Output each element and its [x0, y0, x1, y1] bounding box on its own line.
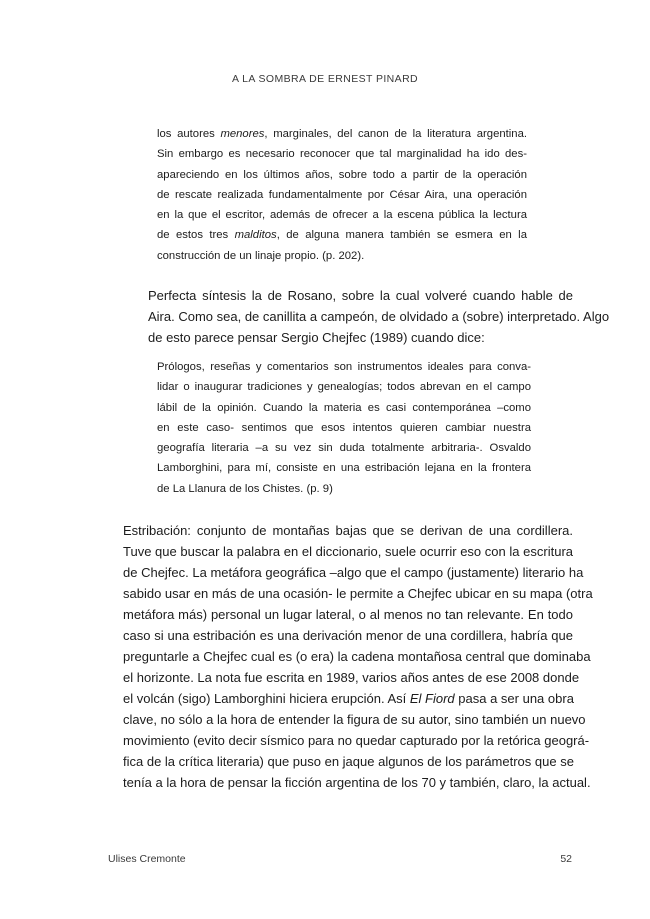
text-run: Sin embargo es necesario reconocer que tal marginalidad ha ido des-: [157, 148, 527, 161]
footer-page-number: 52: [560, 853, 572, 865]
text-line: [157, 144, 527, 164]
text-run: de estos tres: [157, 229, 235, 242]
text-line: [157, 185, 527, 205]
text-run: Aira. Como sea, de canillita a campeón, de olvidado a (sobre) interpretado. Algo: [148, 309, 610, 324]
text-run: el volcán (sigo) Lamborghini hiciera erupción. Así: [123, 691, 410, 706]
text-line: [108, 625, 573, 646]
text-run: los autores: [157, 128, 221, 140]
text-line: [108, 688, 573, 709]
italic-term: malditos: [234, 229, 277, 242]
text-run: movimiento (evito decir sísmico para no quedar capturado por la retórica geográ-: [123, 733, 590, 748]
text-line: [108, 751, 573, 772]
text-line: [108, 667, 580, 688]
text-line: [108, 541, 573, 562]
text-run: metáfora más) personal un lugar lateral, o al menos no tan relevante. En todo: [123, 607, 573, 622]
text-run: de Chejfec. La metáfora geográfica –algo que el campo (justamente) literario ha: [123, 565, 584, 580]
text-line: [108, 562, 584, 583]
text-line: [108, 306, 610, 327]
text-run: , marginales, del canon de la literatura argentina.: [264, 128, 527, 140]
text-line: [108, 583, 593, 604]
italic-term: menores: [220, 128, 265, 140]
text-line: [157, 165, 527, 185]
text-line: [157, 418, 531, 438]
text-run: , de alguna manera también se esmera en la: [276, 229, 527, 242]
text-run: de rescate realizada fundamentalmente por César Aira, una operación: [157, 188, 527, 201]
running-header: A LA SOMBRA DE ERNEST PINARD: [231, 73, 419, 85]
text-run: Tuve que buscar la palabra en el diccionario, suele ocurrir eso con la escritura: [123, 544, 573, 559]
italic-term: El Fiord: [409, 691, 455, 706]
text-line: [108, 646, 591, 667]
text-run: en la que el escritor, además de ofrecer a la escena pública la lectura: [157, 209, 527, 222]
text-run: pasa a ser una obra: [454, 691, 574, 706]
text-line: [157, 246, 527, 266]
text-run: Perfecta síntesis la de Rosano, sobre la cual volveré cuando hable de: [148, 288, 573, 303]
text-run: Estribación: conjunto de montañas bajas que se derivan de una cordillera.: [123, 523, 573, 538]
text-line: [157, 124, 527, 144]
text-line: [157, 458, 531, 478]
text-line: [157, 377, 531, 397]
text-run: en este caso- sentimos que esos intentos quieren cambiar nuestra: [157, 421, 531, 434]
text-run: fica de la crítica literaria) que puso en jaque algunos de los parámetros que se: [123, 754, 574, 769]
text-run: apareciendo en los últimos años, sobre todo a partir de la operación: [157, 168, 527, 181]
text-line: [108, 709, 586, 730]
paragraph-rosano-synthesis: [108, 285, 610, 348]
text-line: [157, 438, 531, 458]
text-run: clave, no sólo a la hora de entender la figura de su autor, sino también un nuevo: [123, 712, 586, 727]
text-line: [108, 285, 573, 306]
text-line: [157, 225, 527, 245]
text-run: Lamborghini, para mí, consiste en una estribación lejana en la frontera: [157, 462, 531, 475]
paragraph-estribacion: [108, 520, 593, 793]
text-line: [157, 398, 531, 418]
text-run: el horizonte. La nota fue escrita en 1989, varios años antes de ese 2008 donde: [123, 670, 580, 685]
text-run: lidar o inaugurar tradiciones y genealogías; todos abrevan en el campo: [157, 381, 531, 394]
text-line: [157, 479, 531, 499]
text-line: [108, 520, 573, 541]
text-line: [108, 327, 573, 348]
text-run: Prólogos, reseñas y comentarios son instrumentos ideales para conva-: [157, 361, 531, 373]
block-quote-chejfec: [157, 357, 531, 499]
text-run: lábil de la opinión. Cuando la materia es casi contemporánea –como: [157, 401, 531, 414]
text-run: construcción de un linaje propio. (p. 202).: [157, 249, 365, 262]
text-run: de esto parece pensar Sergio Chejfec (1989) cuando dice:: [148, 330, 485, 345]
text-run: caso si una estribación es una derivación menor de una cordillera, habría que: [123, 628, 573, 643]
text-line: [157, 205, 527, 225]
text-run: sabido usar en más de una ocasión- le permite a Chejfec ubicar en su mapa (otra: [123, 586, 593, 601]
footer-author: Ulises Cremonte: [108, 853, 186, 865]
text-run: de La Llanura de los Chistes. (p. 9): [157, 482, 333, 495]
text-line: [157, 357, 531, 377]
block-quote-rosano: [157, 124, 527, 266]
text-line: [108, 604, 573, 625]
text-line: [108, 772, 591, 793]
text-run: geografía literaria –a su vez sin duda totalmente arbitraria-. Osvaldo: [157, 442, 531, 455]
text-line: [108, 730, 590, 751]
text-run: tenía a la hora de pensar la ficción argentina de los 70 y también, claro, la actual.: [123, 775, 591, 790]
text-run: preguntarle a Chejfec cual es (o era) la cadena montañosa central que dominaba: [123, 649, 591, 664]
